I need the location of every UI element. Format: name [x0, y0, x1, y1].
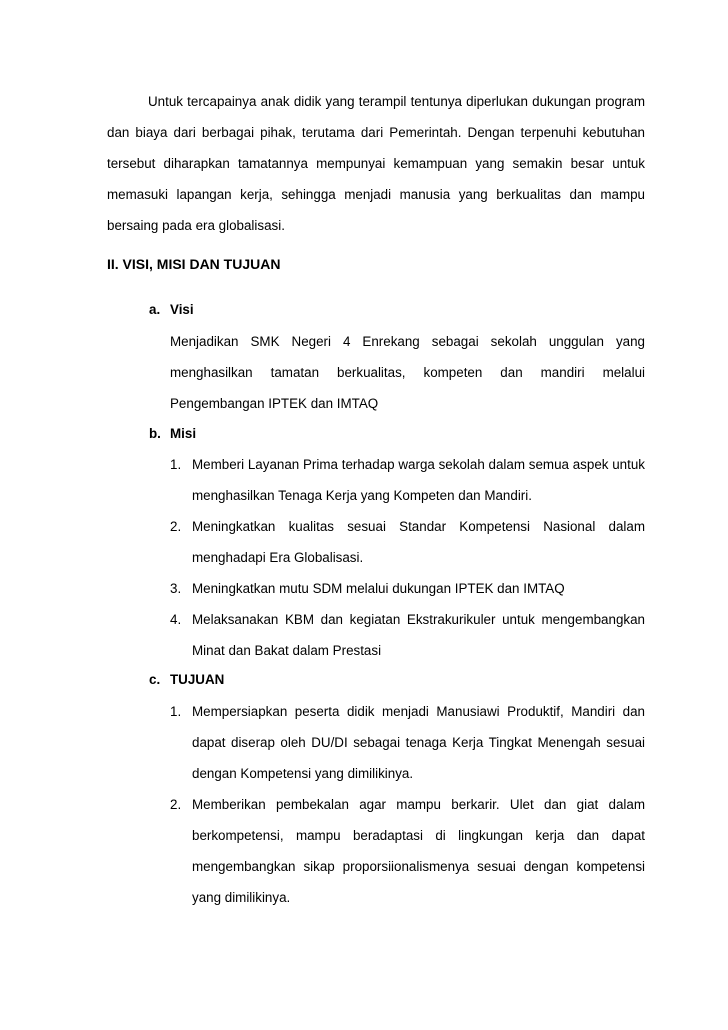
tujuan-label	[149, 670, 224, 690]
misi-item-3	[170, 573, 645, 604]
intro-paragraph: Untuk tercapainya anak didik yang terampil tentunya diperlukan dukungan program dan biaya dari berbagai pihak, terutama dari Pemerintah. Dengan terpenuhi kebutuhan tersebut diharapkan tamatannya mempunyai kemampuan yang semakin besar untuk memasuki lapangan kerja, sehingga menjadi manusia yang berkualitas dan mampu bersaing pada era globalisasi.	[107, 94, 645, 233]
misi-item-2	[170, 511, 645, 573]
tujuan-item-number: 1.	[170, 704, 182, 719]
tujuan-item-2	[170, 789, 645, 913]
section-heading: II. VISI, MISI DAN TUJUAN	[107, 256, 281, 272]
misi-item-number: 4.	[170, 612, 182, 627]
visi-label	[149, 300, 194, 320]
visi-text: Menjadikan SMK Negeri 4 Enrekang sebagai sekolah unggulan yang menghasilkan tamatan berkualitas, kompeten dan mandiri melalui Pengembangan IPTEK dan IMTAQ	[170, 334, 645, 411]
misi-item-number: 2.	[170, 519, 182, 534]
tujuan-item-number: 2.	[170, 797, 182, 812]
visi-marker: a.	[149, 302, 161, 317]
misi-item-number: 3.	[170, 581, 182, 596]
misi-item-4	[170, 604, 645, 666]
misi-item-text: Meningkatkan mutu SDM melalui dukungan IPTEK dan IMTAQ	[192, 581, 565, 596]
misi-item-text: Memberi Layanan Prima terhadap warga sekolah dalam semua aspek untuk menghasilkan Tenaga Kerja yang Kompeten dan Mandiri.	[192, 457, 645, 503]
misi-title: Misi	[170, 426, 197, 441]
misi-label	[149, 424, 196, 444]
tujuan-title: TUJUAN	[170, 672, 225, 687]
tujuan-item-text: Mempersiapkan peserta didik menjadi Manusiawi Produktif, Mandiri dan dapat diserap oleh DU/DI sebagai tenaga Kerja Tingkat Menengah sesuai dengan Kompetensi yang dimilikinya.	[192, 704, 645, 781]
misi-item-text: Meningkatkan kualitas sesuai Standar Kompetensi Nasional dalam menghadapi Era Globalisasi.	[192, 519, 645, 565]
tujuan-marker: c.	[149, 672, 161, 687]
misi-marker: b.	[149, 426, 161, 441]
visi-title: Visi	[170, 302, 194, 317]
tujuan-item-1	[170, 696, 645, 789]
misi-item-text: Melaksanakan KBM dan kegiatan Ekstrakurikuler untuk mengembangkan Minat dan Bakat dalam Prestasi	[192, 612, 645, 658]
tujuan-item-text: Memberikan pembekalan agar mampu berkarir. Ulet dan giat dalam berkompetensi, mampu beradaptasi di lingkungan kerja dan dapat mengembangkan sikap proporsiionalismenya sesuai dengan kompetensi yang dimilikinya.	[192, 797, 645, 905]
misi-item-1	[170, 449, 645, 511]
misi-item-number: 1.	[170, 457, 182, 472]
